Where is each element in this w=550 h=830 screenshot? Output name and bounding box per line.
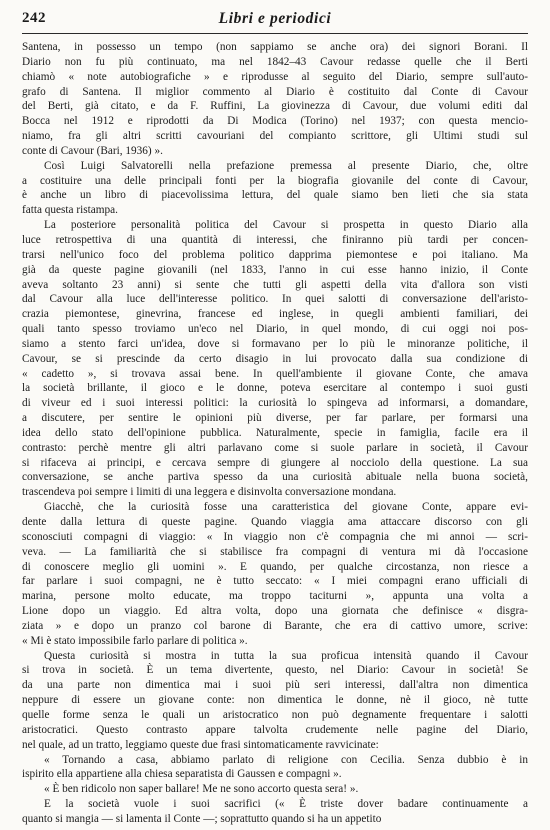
running-title: Libri e periodici [218,10,332,27]
text-line: Bocca nel 1912 e riprodotti da Di Modica (Torino) nel 1937; con questa mencio- [22,115,528,128]
text-line: chiamò « note autobiografiche » e riprodusse al seguito del Diario, sempre sull'auto- [22,70,528,83]
text-line: quali tanto spesso troviamo un'eco nel Diario, in quel mondo, di cui oggi noi pos- [22,323,528,336]
text-line: Giacchè, che la curiosità fosse una caratteristica del giovane Conte, appare evi- [44,501,528,514]
paragraph [22,782,528,797]
text-line: ispirito ella appartiene alla chiesa separatista di Gaussen e compagni ». [22,768,342,781]
text-line: di conoscere meglio gli uomini ». E quando, per qualche circostanza, non riesce a [22,560,528,573]
text-line: E la società vuole i suoi sacrifici (« È triste dover badare continuamente a [44,798,528,811]
text-line: La posteriore personalità politica del Cavour si prospetta in questo Diario alla [44,219,528,232]
text-line: aveva soltanto 23 anni) si sente che tutti gli aspetti della vita d'allora son visti [22,278,528,291]
text-line: ziata » e dopo un pranzo col barone di Barante, che era di cattivo umore, scrive: [22,619,528,632]
text-line: si trova in società. È un tema divertente, questo, nel Diario: Cavour in società! Se [22,664,528,677]
header-rule [22,33,528,34]
text-line: trarsi nell'unico foco del problema politico dapprima piemontese e poi italiano. Ma [22,248,528,261]
paragraph [22,500,528,648]
text-line: « Tornando a casa, abbiamo parlato di religione con Cecilia. Senza dubbio è in [44,753,528,766]
paragraph [22,159,528,218]
text-line: neppure di essere un giovane conte: non dimentica le donne, nè il gioco, nè tutte [22,694,528,707]
text-line: grafo di Santena. Il miglior commento al Diario è costituito dal Conte di Cavour [22,85,528,98]
text-line: Cavour, se si prescinde da certo disagio in lui provocato dalla sua condizione di [22,352,528,365]
text-line: marina, persone molto educate, ma troppo taciturni », appunta una volta a [22,590,528,603]
text-line: veva. — La familiarità che si stabilisce fra compagni di ventura mi dà l'occasione [22,545,528,558]
text-line: la società brillante, il gioco e le donne, poteva esercitare al contempo i suoi gusti [22,382,528,395]
body-text [22,40,528,827]
text-line: Così Luigi Salvatorelli nella prefazione premessa al presente Diario, che, oltre [44,159,528,172]
text-line: dente dalla lettura di queste pagine. Quando viaggia ama attaccare discorso con gli [22,516,528,528]
text-line: del Berti, già citato, e da F. Ruffini, La giovinezza di Cavour, due volumi editi dal [22,100,528,113]
paragraph [22,649,528,753]
text-line: luce retrospettiva di una quantità di interessi, che finiranno più tardi per concen- [22,233,528,246]
text-line: nel quale, ad un tratto, leggiamo queste due frasi sintomaticamente ravvicinate: [22,738,379,751]
text-line: quelle forme senza le quali un aristocratico non può degnamente frequentare i salotti [22,708,528,721]
page-number: 242 [22,10,46,26]
text-line: fatta questa ristampa. [22,204,118,217]
text-line: Questa curiosità si mostra in tutta la sua proficua intensità quando il Cavour [44,649,528,662]
paragraph [22,797,528,827]
text-line: aristocratici. Questo contrasto appare talvolta crudemente nelle pagine del Diario, [22,723,528,736]
text-line: a costituire una delle principali fonti per la biografia giovanile del conte di Cavour, [22,174,528,187]
text-line: « È ben ridicolo non saper ballare! Me ne sono accorto questa sera! ». [44,783,359,796]
text-line: conte di Cavour (Bari, 1936) ». [22,144,163,157]
text-line: di viveur ed i suoi interessi politici: la curiosità lo spingeva ad informarsi, a domandare, [22,397,528,410]
paragraph [22,218,528,500]
text-line: idea dello stato dell'opinione pubblica. Naturalmente, specie in famiglia, facile era il [22,426,528,439]
text-line: a discutere, per sentire le opinioni più diverse, per far parlare, per formarsi una [22,412,528,425]
text-line: contrasto: perchè mentre gli altri parlavano come si suole parlare in società, il Cavour [22,441,528,454]
text-line: trascendeva poi sempre i limiti di una leggera e disinvolta conversazione mondana. [22,486,397,499]
text-line: quanto si mangia — si lamenta il Conte —; soprattutto quando si ha un appetito [22,812,382,825]
text-line: è anche un libro di piacevolissima lettura, del quale siamo ben lieti che sia stata [22,189,528,202]
paragraph [22,753,528,783]
text-line: sconosciuti compagni di viaggio: « In viaggio non c'è compagnia che mi annoi — scri- [22,530,528,543]
text-line: Lione dopo un viaggio. Ed altra volta, dopo una giornata che definisce « disgra- [22,605,528,618]
text-line: Santena, in possesso un tempo (non sappiamo se anche ora) dei signori Borani. Il [22,41,528,53]
text-line: già da queste pagine giovanili (nel 1833, l'anno in cui esse hanno inizio, il Conte [22,263,528,276]
text-line: si rifaceva ai principi, e cercava sempre di giungere al nocciolo della questione. La sua [22,456,528,469]
text-line: da una parte non dimentica mai i suoi più seri interessi, dall'altra non dimentica [22,679,528,692]
text-line: far parlare i suoi compagni, ne è tutto seccato: « I miei compagni erano ufficiali di [22,575,528,588]
paragraph [22,40,528,159]
text-line: « Mi è stato impossibile farlo parlare di politica ». [22,634,248,647]
page-header [22,10,528,32]
text-line: siamo a stento farci un'idea, dove si formavano per lo più le minoranze politiche, il [22,337,528,350]
text-line: crazia piemontese, ginevrina, francese ed inglese, in quegli ambienti familiari, dei [22,308,528,321]
text-line: « cadetto », si trovava assai bene. In quell'ambiente il giovane Conte, che amava [22,367,528,380]
text-line: niamo, fra gli altri scritti cavouriani del compianto scrittore, gli Ultimi studi sul [22,130,528,143]
text-line: conversazione, se anche partiva spesso da una curiosità abituale nella buona società, [22,471,528,484]
text-line: Diario non fu più continuato, ma nel 1842–43 Cavour redasse quelle che il Berti [22,55,528,68]
text-line: dal Cavour alla luce dell'interesse politico. In quei salotti di conversazione dell'aristo- [22,293,528,306]
